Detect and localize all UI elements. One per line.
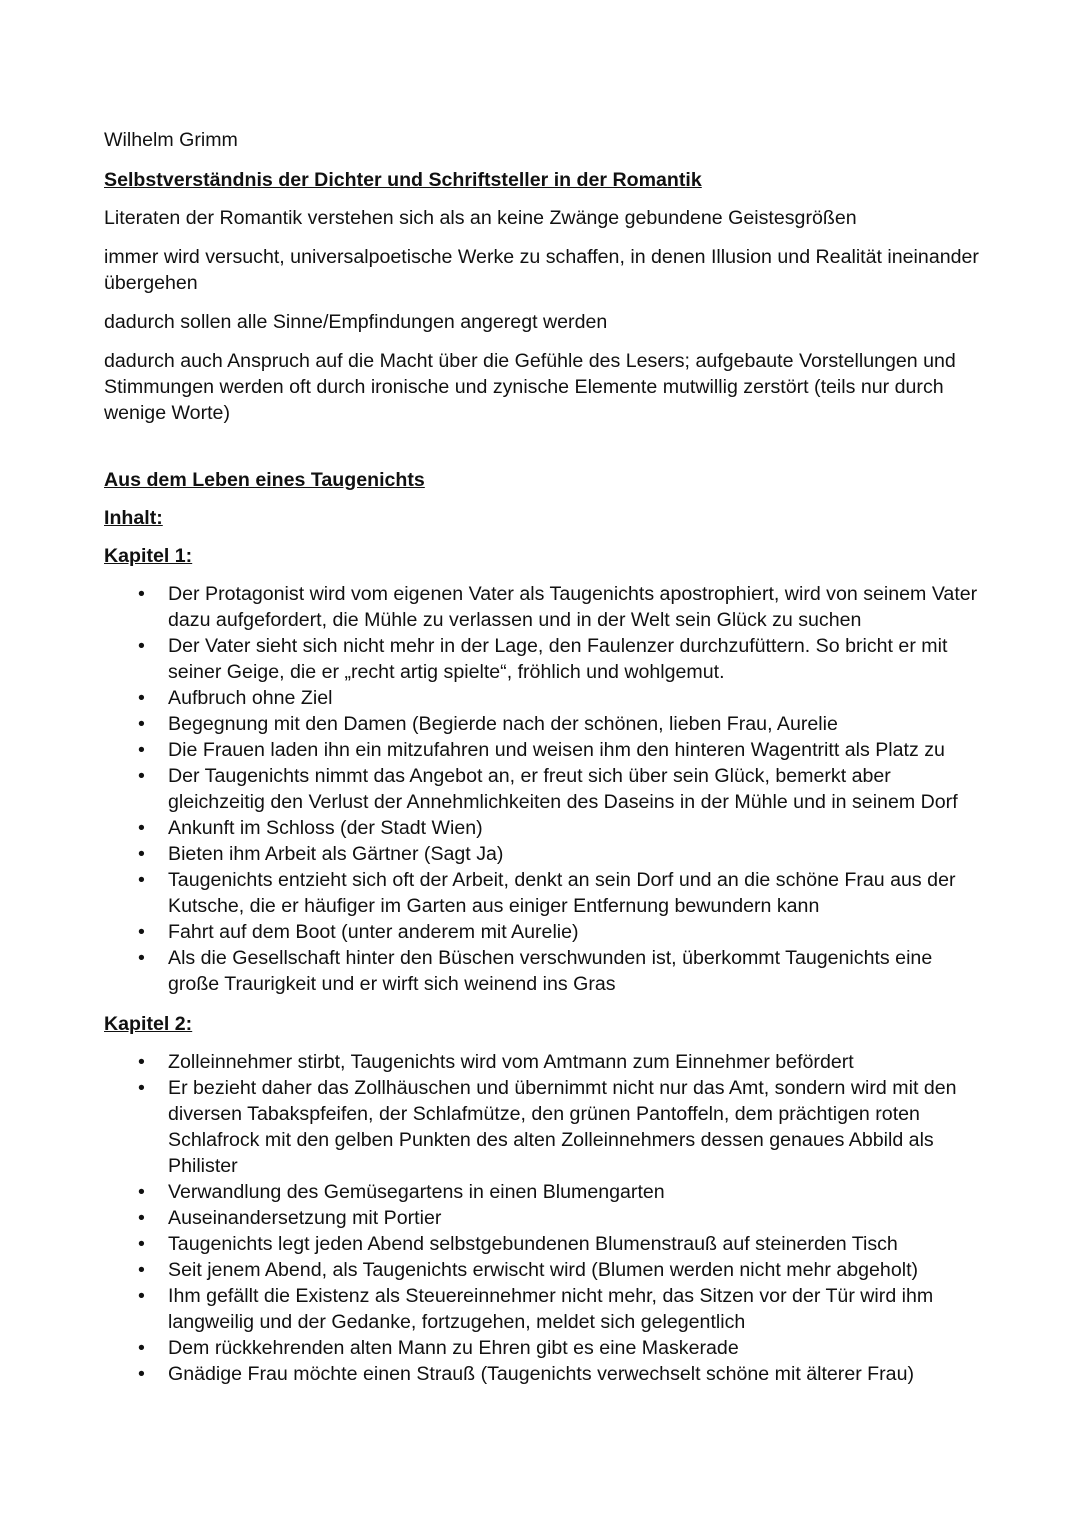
paragraph: immer wird versucht, universalpoetische Werke zu schaffen, in denen Illusion und Realität ineinander übergehen	[104, 246, 979, 294]
paragraph: dadurch auch Anspruch auf die Macht über die Gefühle des Lesers; aufgebaute Vorstellungen und Stimmungen werden oft durch ironische und zynische Elemente mutwillig zerstört (teils nur durch wenige Worte)	[104, 350, 956, 424]
bullet-icon: •	[138, 713, 145, 735]
paragraph: dadurch sollen alle Sinne/Empfindungen angeregt werden	[104, 311, 608, 333]
bullet-icon: •	[138, 1337, 145, 1359]
list-item: • Der Protagonist wird vom eigenen Vater als Taugenichts apostrophiert, wird von seinem Vater dazu aufgefordert, die Mühle zu verlassen und in der Welt sein Glück zu suchen	[138, 583, 978, 631]
bullet-icon: •	[138, 1259, 145, 1281]
bullet-icon: •	[138, 921, 145, 943]
list-item: • Taugenichts legt jeden Abend selbstgebundenen Blumenstrauß auf steinerden Tisch	[138, 1233, 898, 1255]
author-name: Wilhelm Grimm	[104, 129, 238, 151]
bullet-icon: •	[138, 765, 145, 787]
chapter-2-label: Kapitel 2:	[104, 1013, 193, 1035]
bullet-icon: •	[138, 1233, 145, 1255]
list-item: • Der Taugenichts nimmt das Angebot an, er freut sich über sein Glück, bemerkt aber gleichzeitig den Verlust der Annehmlichkeiten des Daseins in der Mühle und in seinem Dorf	[138, 765, 958, 813]
list-item: • Ankunft im Schloss (der Stadt Wien)	[138, 817, 483, 839]
list-item: • Bieten ihm Arbeit als Gärtner (Sagt Ja)	[138, 843, 504, 865]
bullet-icon: •	[138, 1077, 145, 1099]
list-item: • Die Frauen laden ihn ein mitzufahren und weisen ihm den hinteren Wagentritt als Platz zu	[138, 739, 945, 761]
bullet-icon: •	[138, 739, 145, 761]
bullet-icon: •	[138, 947, 145, 969]
chapter-1-list	[104, 581, 984, 997]
paragraph: Literaten der Romantik verstehen sich als an keine Zwänge gebundene Geistesgrößen	[104, 207, 857, 229]
bullet-icon: •	[138, 583, 145, 605]
section-title-romantik: Selbstverständnis der Dichter und Schriftsteller in der Romantik	[104, 169, 702, 191]
chapter-1-label: Kapitel 1:	[104, 545, 193, 567]
list-item: • Der Vater sieht sich nicht mehr in der Lage, den Faulenzer durchzufüttern. So bricht er mit seiner Geige, die er „recht artig spielte“, fröhlich und wohlgemut.	[138, 635, 948, 683]
bullet-icon: •	[138, 869, 145, 891]
list-item: • Gnädige Frau möchte einen Strauß (Taugenichts verwechselt schöne mit älterer Frau)	[138, 1363, 914, 1385]
list-item: • Dem rückkehrenden alten Mann zu Ehren gibt es eine Maskerade	[138, 1337, 739, 1359]
bullet-icon: •	[138, 1207, 145, 1229]
list-item: • Aufbruch ohne Ziel	[138, 687, 333, 709]
list-item: • Seit jenem Abend, als Taugenichts erwischt wird (Blumen werden nicht mehr abgeholt)	[138, 1259, 919, 1281]
list-item: • Er bezieht daher das Zollhäuschen und übernimmt nicht nur das Amt, sondern wird mit den diversen Tabakspfeifen, der Schlafmütze, den grünen Pantoffeln, dem prächtigen roten Schlafrock mit den gelben Punkten des alten Zolleinnehmers dessen genaues Abbild als Philister	[138, 1077, 957, 1177]
bullet-icon: •	[138, 635, 145, 657]
section-title-taugenichts: Aus dem Leben eines Taugenichts	[104, 469, 425, 491]
bullet-icon: •	[138, 1051, 145, 1073]
list-item: • Ihm gefällt die Existenz als Steuereinnehmer nicht mehr, das Sitzen vor der Tür wird ihm langweilig und der Gedanke, fortzugehen, meldet sich gelegentlich	[138, 1285, 934, 1333]
bullet-icon: •	[138, 1363, 145, 1385]
list-item: • Als die Gesellschaft hinter den Büschen verschwunden ist, überkommt Taugenichts eine große Traurigkeit und er wirft sich weinend ins Gras	[138, 947, 933, 995]
bullet-icon: •	[138, 687, 145, 709]
bullet-icon: •	[138, 843, 145, 865]
inhalt-label: Inhalt:	[104, 507, 163, 529]
bullet-icon: •	[138, 1285, 145, 1307]
list-item: • Fahrt auf dem Boot (unter anderem mit Aurelie)	[138, 921, 579, 943]
list-item: • Verwandlung des Gemüsegartens in einen Blumengarten	[138, 1181, 665, 1203]
bullet-icon: •	[138, 1181, 145, 1203]
list-item: • Zolleinnehmer stirbt, Taugenichts wird vom Amtmann zum Einnehmer befördert	[138, 1051, 854, 1073]
list-item: • Taugenichts entzieht sich oft der Arbeit, denkt an sein Dorf und an die schöne Frau aus der Kutsche, die er häufiger im Garten aus einiger Entfernung bewundern kann	[138, 869, 956, 917]
document-page	[104, 127, 984, 1401]
chapter-2-list	[104, 1049, 984, 1387]
list-item: • Auseinandersetzung mit Portier	[138, 1207, 442, 1229]
bullet-icon: •	[138, 817, 145, 839]
list-item: • Begegnung mit den Damen (Begierde nach der schönen, lieben Frau, Aurelie	[138, 713, 838, 735]
